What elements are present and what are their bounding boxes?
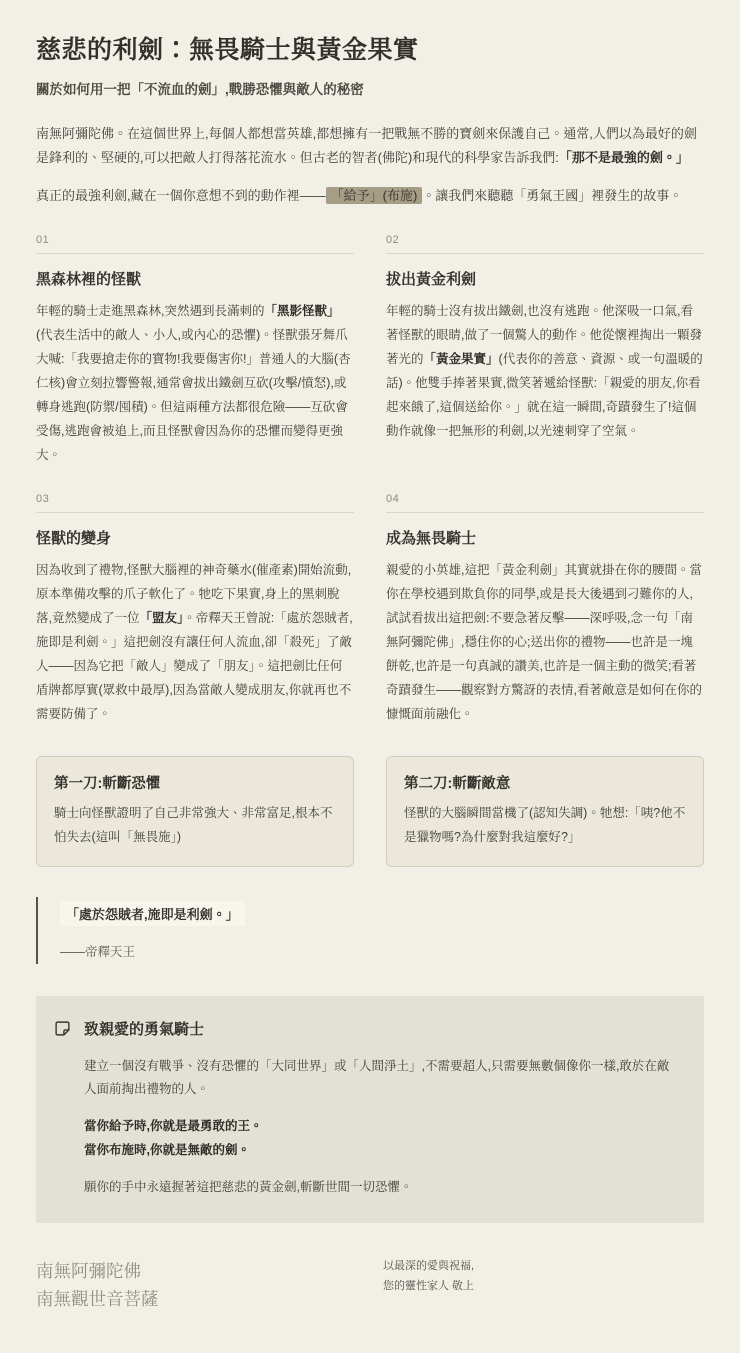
card-first-cut	[36, 756, 354, 867]
section-divider	[36, 253, 354, 254]
section-body-bold: 「盟友」	[139, 611, 184, 626]
signature-line-1: 以最深的愛與祝福,	[383, 1260, 475, 1273]
section-body	[386, 299, 704, 443]
intro-2-text: 真正的最強利劍,藏在一個你意想不到的動作裡——	[36, 188, 326, 204]
quote-attribution: ——帝釋天王	[60, 944, 136, 959]
section-body	[36, 558, 354, 726]
section-title: 怪獸的變身	[36, 530, 112, 548]
chant-line-1: 南無阿彌陀佛	[36, 1261, 141, 1282]
section-body-text: 因為收到了禮物,怪獸大腦裡的神奇藥水(催產素)開始流動,原本準備攻擊的爪子軟化了。牠吃下果實,身上的黑刺脫落,竟然變成了一位	[36, 563, 352, 626]
section-dark-forest	[36, 234, 354, 467]
section-golden-sword	[386, 234, 704, 467]
intro-paragraph-2	[36, 184, 704, 208]
footer-signature	[383, 1257, 474, 1297]
section-body-text: 年輕的騎士走進黑森林,突然遇到長滿刺的	[36, 304, 265, 319]
section-body	[36, 299, 354, 467]
section-body-text-after: (代表生活中的敵人、小人,或內心的恐懼)。怪獸張牙舞爪大喊:「我要搶走你的寶物!我要傷害你!」普通人的大腦(杏仁核)會立刻拉響警報,通常會拔出鐵劍互砍(攻擊/憤怒),或轉身逃跑(防禦/囤積)。但這兩種方法都很危險——互砍會受傷,逃跑會被追上,而且怪獸會因為你的恐懼而變得更強大。	[36, 328, 351, 463]
blockquote	[36, 897, 704, 964]
highlight-chip: 「給予」(布施)	[326, 187, 423, 204]
section-body	[386, 558, 704, 726]
page-subtitle: 關於如何用一把「不流血的劍」,戰勝恐懼與敵人的秘密	[36, 82, 364, 97]
intro-paragraph-1	[36, 122, 704, 170]
section-fearless-knight	[386, 493, 704, 726]
signature-line-2: 您的靈性家人 敬上	[383, 1280, 475, 1293]
letter-body	[54, 1055, 678, 1200]
section-body-text: 親愛的小英雄,這把「黃金利劍」其實就掛在你的腰間。當你在學校遇到欺負你的同學,或是長大後遇到刁難你的人,試試看拔出這把劍:不要急著反擊——深呼吸,念一句「南無阿彌陀佛」,穩住你的心;送出你的禮物——也許是一塊餅乾,也許是一句真誠的讚美,也許是一個主動的微笑;看著奇蹟發生——觀察對方驚訝的表情,看著敵意是如何在你的慷慨面前融化。	[386, 563, 702, 722]
letter-bold-line-2: 當你布施時,你就是無敵的劍。	[84, 1142, 250, 1157]
sections-grid	[36, 234, 704, 726]
section-divider	[36, 512, 354, 513]
section-body-text: 年輕的騎士沒有拔出鐵劍,也沒有逃跑。他深吸一口氣,看著怪獸的眼睛,做了一個驚人的動作。他從懷裡掏出一顆發著光的	[386, 304, 702, 367]
note-icon	[54, 1020, 71, 1037]
chant-line-2: 南無觀世音菩薩	[36, 1289, 159, 1310]
letter-title: 致親愛的勇氣騎士	[84, 1020, 205, 1038]
letter-header	[54, 1018, 678, 1039]
section-body-text-after: (代表你的善意、資源、或一句溫暖的話)。他雙手捧著果實,微笑著遞給怪獸:「親愛的朋友,你看起來餓了,這個送給你。」就在這一瞬間,奇蹟發生了!這個動作就像一把無形的利劍,以光速刺穿了空氣。	[386, 352, 703, 439]
intro-2-text-after: 。讓我們來聽聽「勇氣王國」裡發生的故事。	[422, 188, 683, 204]
section-title: 成為無畏騎士	[386, 530, 477, 548]
page-footer	[36, 1257, 704, 1313]
section-body-text-after: 。帝釋天王曾說:「處於怨賊者,施即是利劍。」這把劍沒有讓任何人流血,卻「殺死」了敵人——因為它把「敵人」變成了「朋友」。這把劍比任何盾牌都厚實(眾救中最厚),因為當敵人變成朋友,你就再也不需要防備了。	[36, 611, 353, 722]
section-monster-transform	[36, 493, 354, 726]
section-number: 02	[386, 234, 400, 247]
intro-1-text: 南無阿彌陀佛。在這個世界上,每個人都想當英雄,都想擁有一把戰無不勝的寶劍來保護自己。通常,人們以為最好的劍是鋒利的、堅硬的,可以把敵人打得落花流水。但古老的智者(佛陀)和現代的科學家告訴我們:	[36, 126, 697, 166]
section-body-bold: 「黑影怪獸」	[264, 304, 340, 319]
section-number: 01	[36, 234, 50, 247]
letter-paragraph: 建立一個沒有戰爭、沒有恐懼的「大同世界」或「人間淨土」,不需要超人,只需要無數個像你一樣,敢於在敵人面前掏出禮物的人。	[84, 1058, 670, 1097]
card-second-cut	[386, 756, 704, 867]
letter-bold-line-1: 當你給予時,你就是最勇敢的王。	[84, 1119, 263, 1134]
section-number: 04	[386, 493, 400, 506]
cut-cards	[36, 756, 704, 867]
card-body: 怪獸的大腦瞬間當機了(認知失調)。牠想:「咦?他不是獵物嗎?為什麼對我這麼好?」	[404, 806, 686, 844]
section-number: 03	[36, 493, 50, 506]
intro-1-bold: 「那不是最強的劍。」	[558, 150, 689, 166]
section-divider	[386, 512, 704, 513]
quote-text: 「處於怨賊者,施即是利劍。」	[60, 901, 245, 926]
letter-closing: 願你的手中永遠握著這把慈悲的黃金劍,斬斷世間一切恐懼。	[84, 1179, 413, 1194]
section-body-bold: 「黃金果實」	[423, 352, 499, 367]
section-title: 拔出黃金利劍	[386, 271, 477, 289]
section-divider	[386, 253, 704, 254]
section-title: 黑森林裡的怪獸	[36, 271, 142, 289]
card-body: 騎士向怪獸證明了自己非常強大、非常富足,根本不怕失去(這叫「無畏施」)	[54, 806, 333, 844]
page-title: 慈悲的利劍：無畏騎士與黃金果實	[36, 36, 419, 64]
letter-box	[36, 996, 704, 1224]
card-title: 第一刀:斬斷恐懼	[54, 776, 161, 793]
card-title: 第二刀:斬斷敵意	[404, 776, 511, 793]
footer-chant	[36, 1257, 383, 1313]
